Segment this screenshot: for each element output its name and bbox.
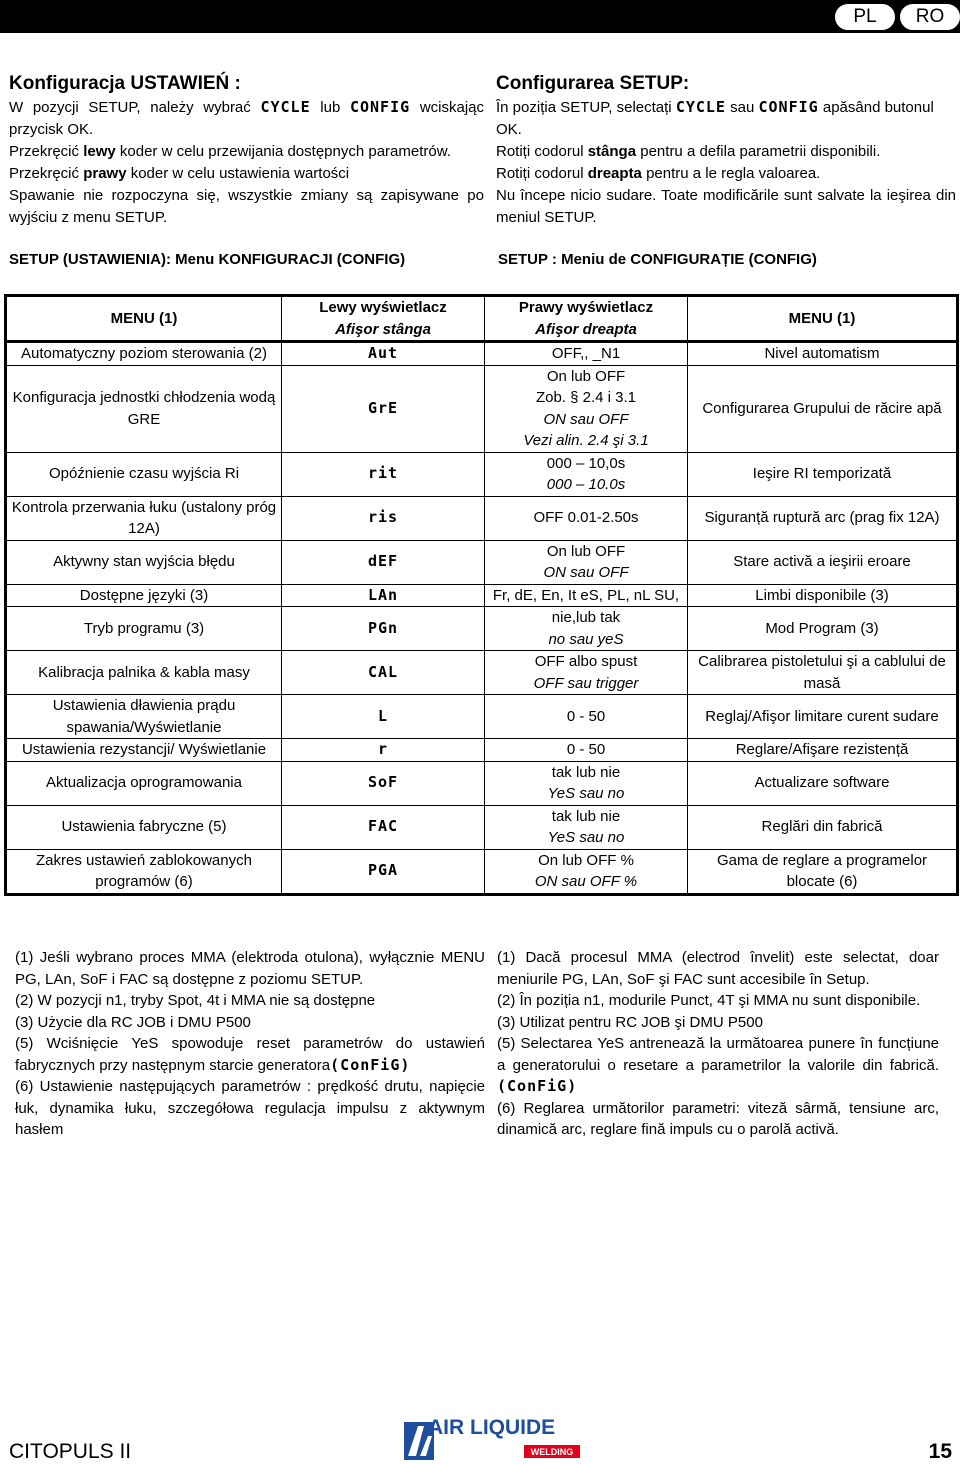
lcd-code: CYCLE <box>675 98 726 116</box>
right-display-values <box>485 805 688 849</box>
value-pl: 0 - 50 <box>566 741 606 758</box>
table-header-row <box>6 296 958 342</box>
menu-label-ro: Limbi disponibile (3) <box>688 584 958 607</box>
footnote-ro-1: (1) Dacă procesul MMA (electrod învelit) este selectat, doar meniurile PG, LAn, SoF şi FAC sunt accesibile în Setup. <box>497 949 939 988</box>
right-display-values <box>485 695 688 739</box>
footnote-pl-6: (6) Ustawienie następujących parametrów : prędkość drutu, napięcie łuk, dynamika łuku, szczegółowa regulacja impulsu z aktywnym hasłem <box>15 1078 485 1138</box>
lcd-code: (ConFiG) <box>330 1055 411 1074</box>
column-header-left-display: Lewy wyświetlacz Afişor stânga <box>282 296 485 342</box>
table-row <box>6 805 958 849</box>
value-pl: On lub OFF <box>546 542 626 560</box>
right-display-values <box>485 607 688 651</box>
table-row <box>6 607 958 651</box>
menu-label-pl: Dostępne języki (3) <box>6 584 282 607</box>
intro-ro-paragraph-2: Rotiți codorul stânga pentru a defila parametrii disponibili. <box>496 143 881 160</box>
left-display-code: PGA <box>282 849 485 894</box>
value-ro: ON sau OFF <box>543 564 629 581</box>
value-ro: no sau yeS <box>548 630 624 648</box>
table-row <box>6 651 958 695</box>
left-display-code: r <box>282 739 485 762</box>
table-row <box>6 452 958 496</box>
table-row <box>6 540 958 584</box>
value-ro: YeS sau no <box>547 785 625 802</box>
footnote-ro-2: (2) În poziția n1, modurile Punct, 4T şi MMA nu sunt disponibile. <box>497 992 921 1009</box>
menu-label-ro: Gama de reglare a programelor blocate (6) <box>688 849 958 894</box>
right-display-values <box>485 452 688 496</box>
menu-label-pl: Konfiguracja jednostki chłodzenia wodą GRE <box>6 365 282 452</box>
left-display-code: SoF <box>282 761 485 805</box>
right-display-values <box>485 365 688 452</box>
menu-label-ro: Stare activă a ieşirii eroare <box>688 540 958 584</box>
left-display-code: ris <box>282 496 485 540</box>
value-pl: OFF 0.01-2.50s <box>533 509 639 527</box>
right-display-values <box>485 496 688 540</box>
table-row <box>6 739 958 762</box>
column-header-menu-pl: MENU (1) <box>6 296 282 342</box>
menu-label-pl: Aktywny stan wyjścia błędu <box>6 540 282 584</box>
menu-label-ro: Nivel automatism <box>688 342 958 366</box>
footnotes-pl <box>15 947 485 1141</box>
intro-ro-paragraph-3: Rotiți codorul dreapta pentru a le regla valoarea. <box>496 165 821 182</box>
footnote-ro-5: (5) Selectarea YeS antrenează la următoarea punere în funcțiune a generatorului o resetare a parametrilor la valorile din fabrică. (ConFiG) <box>497 1035 939 1095</box>
right-display-values <box>485 761 688 805</box>
table-row <box>6 342 958 366</box>
right-display-values <box>485 540 688 584</box>
value-ro: ON sau OFF % <box>534 873 638 890</box>
intro-ro <box>496 72 956 229</box>
menu-label-ro: Configurarea Grupului de răcire apă <box>688 365 958 452</box>
right-display-values <box>485 849 688 894</box>
column-header-right-display: Prawy wyświetlacz Afişor dreapta <box>485 296 688 342</box>
air-liquide-welding-logo <box>404 1408 582 1460</box>
menu-label-pl: Aktualizacja oprogramowania <box>6 761 282 805</box>
left-display-code: CAL <box>282 651 485 695</box>
intro-pl <box>9 72 484 229</box>
table-row <box>6 365 958 452</box>
left-display-code: Aut <box>282 342 485 366</box>
footnote-ro-6: (6) Reglarea următorilor parametri: viteză sârmă, tensiune arc, dinamică arc, reglare fină impuls cu o parolă activă. <box>497 1099 939 1138</box>
table-title-ro: SETUP : Meniu de CONFIGURAȚIE (CONFIG) <box>498 251 817 268</box>
lcd-code: CYCLE <box>260 98 311 116</box>
left-display-code: L <box>282 695 485 739</box>
menu-label-pl: Ustawienia rezystancji/ Wyświetlanie <box>6 739 282 762</box>
intro-pl-paragraph-1: W pozycji SETUP, należy wybrać CYCLE lub CONFIG wciskając przycisk OK. <box>9 98 485 138</box>
menu-label-pl: Tryb programu (3) <box>6 607 282 651</box>
section-title-pl: Konfiguracja USTAWIEŃ : <box>9 73 241 94</box>
value-pl: 0 - 50 <box>566 707 606 725</box>
value-ro: YeS sau no <box>547 829 625 846</box>
right-display-values <box>485 739 688 762</box>
menu-label-pl: Automatyczny poziom sterowania (2) <box>6 342 282 366</box>
table-title-pl: SETUP (USTAWIENIA): Menu KONFIGURACJI (CONFIG) <box>9 251 406 268</box>
footnote-pl-2: (2) W pozycji n1, tryby Spot, 4t i MMA nie są dostępne <box>15 992 376 1009</box>
footnote-ro-3: (3) Utilizat pentru RC JOB şi DMU P500 <box>497 1013 763 1031</box>
value-pl: On lub OFF Zob. § 2.4 i 3.1 <box>535 367 637 406</box>
menu-label-pl: Opóźnienie czasu wyjścia Ri <box>6 452 282 496</box>
column-header-menu-ro: MENU (1) <box>688 296 958 342</box>
right-display-values <box>485 651 688 695</box>
menu-label-ro: Siguranță ruptură arc (prag fix 12A) <box>688 496 958 540</box>
menu-label-ro: Calibrarea pistoletului şi a cablului de masă <box>688 651 958 695</box>
value-ro: ON sau OFF Vezi alin. 2.4 şi 3.1 <box>523 410 649 449</box>
right-display-values <box>485 342 688 366</box>
intro-pl-paragraph-3: Przekręcić prawy koder w celu ustawienia wartości <box>9 165 350 182</box>
footnote-pl-5: (5) Wciśnięcie YeS spowoduje reset parametrów do ustawień fabrycznych przy następnym starcie generatora(ConFiG) <box>15 1035 485 1074</box>
table-row <box>6 584 958 607</box>
value-pl: tak lub nie <box>551 763 621 781</box>
language-badge-ro: RO <box>899 3 960 31</box>
value-pl: OFF albo spust <box>534 653 638 670</box>
top-bar <box>0 0 960 33</box>
value-ro: 000 – 10.0s <box>546 476 626 493</box>
table-row <box>6 496 958 540</box>
product-name: CITOPULS II <box>9 1440 132 1463</box>
footnote-pl-3: (3) Użycie dla RC JOB i DMU P500 <box>15 1013 251 1031</box>
footnotes-ro <box>497 947 939 1141</box>
menu-label-pl: Zakres ustawień zablokowanych programów (6) <box>6 849 282 894</box>
left-display-code: GrE <box>282 365 485 452</box>
left-display-code: PGn <box>282 607 485 651</box>
intro-ro-paragraph-1: În poziția SETUP, selectați CYCLE sau CONFIG apăsând butonul OK. <box>496 98 934 138</box>
intro-ro-paragraph-4: Nu începe nicio sudare. Toate modificările sunt salvate la ieşirea din meniul SETUP. <box>496 187 956 226</box>
menu-label-ro: Ieşire RI temporizată <box>688 452 958 496</box>
lcd-code: (ConFiG) <box>497 1077 578 1095</box>
left-display-code: FAC <box>282 805 485 849</box>
intro-pl-paragraph-4: Spawanie nie rozpoczyna się, wszystkie zmiany są zapisywane po wyjściu z menu SETUP. <box>9 187 484 226</box>
menu-label-pl: Kontrola przerwania łuku (ustalony próg 12A) <box>6 496 282 540</box>
left-display-code: rit <box>282 452 485 496</box>
value-pl: Fr, dE, En, It eS, PL, nL SU, <box>492 586 680 604</box>
menu-label-pl: Ustawienia fabryczne (5) <box>6 805 282 849</box>
lcd-code: CONFIG <box>758 98 819 116</box>
menu-label-ro: Reglare/Afişare rezistență <box>688 739 958 762</box>
menu-label-ro: Reglaj/Afişor limitare curent sudare <box>688 695 958 739</box>
value-pl: nie,lub tak <box>551 609 621 626</box>
lcd-code: CONFIG <box>349 98 411 116</box>
left-display-code: LAn <box>282 584 485 607</box>
value-pl: OFF,, _N1 <box>551 345 621 362</box>
logo-wordmark: AIR LIQUIDE <box>428 1416 556 1439</box>
section-title-ro: Configurarea SETUP: <box>496 73 690 94</box>
menu-label-ro: Reglări din fabrică <box>688 805 958 849</box>
value-ro: OFF sau trigger <box>533 674 639 692</box>
config-table <box>4 294 959 896</box>
table-body <box>6 342 958 895</box>
footnote-pl-1: (1) Jeśli wybrano proces MMA (elektroda otulona), wyłącznie MENU PG, LAn, SoF i FAC są dostępne z poziomu SETUP. <box>15 949 485 988</box>
left-display-code: dEF <box>282 540 485 584</box>
table-row <box>6 695 958 739</box>
logo-welding-text: WELDING <box>530 1447 574 1457</box>
menu-label-pl: Kalibracja palnika & kabla masy <box>6 651 282 695</box>
table-row <box>6 849 958 894</box>
menu-label-ro: Actualizare software <box>688 761 958 805</box>
value-pl: tak lub nie <box>551 807 621 825</box>
language-badge-pl: PL <box>834 3 896 31</box>
table-row <box>6 761 958 805</box>
page-number: 15 <box>928 1440 952 1463</box>
right-display-values <box>485 584 688 607</box>
menu-label-ro: Mod Program (3) <box>688 607 958 651</box>
menu-label-pl: Ustawienia dławienia prądu spawania/Wyświetlanie <box>6 695 282 739</box>
intro-pl-paragraph-2: Przekręcić lewy koder w celu przewijania dostępnych parametrów. <box>9 143 451 160</box>
value-pl: On lub OFF % <box>538 851 634 869</box>
value-pl: 000 – 10,0s <box>546 454 626 472</box>
